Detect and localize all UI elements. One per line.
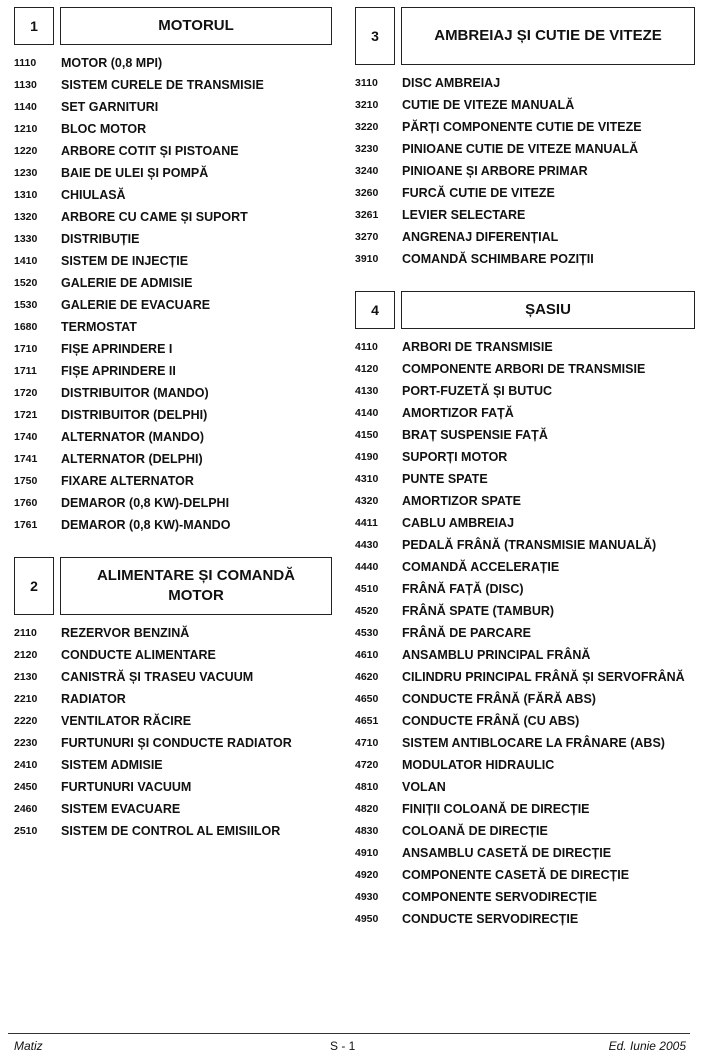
- item-code: 2450: [14, 780, 38, 793]
- list-item: [355, 845, 695, 863]
- list-item: [355, 449, 695, 467]
- list-item: [355, 647, 695, 665]
- item-label: RADIATOR: [61, 691, 126, 706]
- item-label: COMPONENTE CASETĂ DE DIRECȚIE: [402, 867, 630, 882]
- list-item: [355, 669, 695, 687]
- item-label: CONDUCTE FRÂNĂ (CU ABS): [402, 713, 580, 728]
- item-code: 1140: [14, 101, 37, 113]
- list-item: [355, 889, 695, 907]
- section-item-list: [355, 75, 695, 269]
- list-item: [14, 779, 332, 797]
- item-label: COMANDĂ SCHIMBARE POZIȚII: [402, 252, 594, 266]
- item-code: 1530: [14, 299, 38, 311]
- item-code: 2210: [14, 692, 38, 705]
- list-item: [355, 757, 695, 775]
- item-code: 1310: [14, 189, 38, 201]
- item-code: 2230: [14, 736, 38, 749]
- list-item: [14, 669, 332, 687]
- item-code: 3110: [355, 77, 378, 89]
- list-item: [355, 713, 695, 731]
- item-label: FRÂNĂ DE PARCARE: [402, 625, 531, 640]
- list-item: [355, 493, 695, 511]
- item-label: COLOANĂ DE DIRECȚIE: [402, 823, 548, 838]
- list-item: [14, 165, 332, 183]
- list-item: [355, 515, 695, 533]
- item-label: CUTIE DE VITEZE MANUALĂ: [402, 98, 575, 112]
- list-item: [355, 559, 695, 577]
- item-code: 2120: [14, 648, 38, 661]
- item-code: 1741: [14, 453, 38, 465]
- list-item: [355, 141, 695, 159]
- item-label: PINIOANE ȘI ARBORE PRIMAR: [402, 164, 588, 178]
- item-code: 3240: [355, 165, 379, 177]
- list-item: [355, 823, 695, 841]
- list-item: [355, 735, 695, 753]
- footer-edition: Ed. Iunie 2005: [608, 1039, 686, 1053]
- item-label: CILINDRU PRINCIPAL FRÂNĂ ȘI SERVOFRÂNĂ: [402, 669, 685, 684]
- list-item: [14, 625, 332, 643]
- item-code: 4310: [355, 472, 379, 485]
- item-code: 2220: [14, 714, 38, 727]
- item-code: 4651: [355, 714, 379, 727]
- list-item: [14, 517, 332, 535]
- list-item: [355, 405, 695, 423]
- section-header: [355, 291, 695, 329]
- list-item: [14, 319, 332, 337]
- list-item: [355, 97, 695, 115]
- item-code: 4190: [355, 450, 379, 463]
- list-item: [355, 427, 695, 445]
- item-label: FURCĂ CUTIE DE VITEZE: [402, 186, 555, 200]
- item-label: PĂRȚI COMPONENTE CUTIE DE VITEZE: [402, 120, 642, 134]
- item-code: 3270: [355, 231, 379, 243]
- item-label: REZERVOR BENZINĂ: [61, 625, 190, 640]
- list-item: [14, 275, 332, 293]
- item-label: VOLAN: [402, 779, 446, 794]
- list-item: [14, 407, 332, 425]
- list-item: [14, 209, 332, 227]
- item-code: 3220: [355, 121, 379, 133]
- list-item: [14, 735, 332, 753]
- item-code: 2410: [14, 758, 38, 771]
- list-item: [355, 119, 695, 137]
- item-label: FRÂNĂ FAȚĂ (DISC): [402, 581, 524, 596]
- item-code: 4950: [355, 912, 379, 925]
- list-item: [355, 229, 695, 247]
- item-code: 4510: [355, 582, 379, 595]
- list-item: [355, 779, 695, 797]
- item-label: ANSAMBLU PRINCIPAL FRÂNĂ: [402, 647, 591, 662]
- item-code: 3210: [355, 99, 379, 111]
- item-label: ANGRENAJ DIFERENȚIAL: [402, 230, 559, 244]
- left-column: [14, 7, 332, 845]
- list-item: [14, 341, 332, 359]
- item-code: 4920: [355, 868, 379, 881]
- item-code: 3230: [355, 143, 379, 155]
- list-item: [355, 361, 695, 379]
- item-label: DEMAROR (0,8 KW)-MANDO: [61, 518, 231, 532]
- section-number: 1: [14, 7, 54, 45]
- item-label: SISTEM ADMISIE: [61, 757, 163, 772]
- list-item: [355, 867, 695, 885]
- item-label: CANISTRĂ ȘI TRASEU VACUUM: [61, 669, 254, 684]
- section-header: [355, 7, 695, 65]
- item-code: 1710: [14, 343, 38, 355]
- item-label: SET GARNITURI: [61, 100, 159, 114]
- item-label: MODULATOR HIDRAULIC: [402, 757, 555, 772]
- section-item-list: [14, 55, 332, 535]
- item-label: SISTEM DE CONTROL AL EMISIILOR: [61, 823, 281, 838]
- item-code: 3261: [355, 209, 379, 221]
- item-label: PORT-FUZETĂ ȘI BUTUC: [402, 383, 552, 398]
- item-code: 4430: [355, 538, 379, 551]
- list-item: [14, 757, 332, 775]
- item-code: 4650: [355, 692, 379, 705]
- list-item: [355, 801, 695, 819]
- item-code: 1220: [14, 145, 38, 157]
- item-code: 4411: [355, 516, 378, 529]
- item-code: 1720: [14, 387, 38, 399]
- item-label: FINIȚII COLOANĂ DE DIRECȚIE: [402, 801, 590, 816]
- list-item: [355, 581, 695, 599]
- list-item: [355, 207, 695, 225]
- item-label: BRAȚ SUSPENSIE FAȚĂ: [402, 427, 548, 442]
- list-item: [14, 713, 332, 731]
- section-4: [355, 291, 695, 929]
- section-2: [14, 557, 332, 841]
- section-1: [14, 7, 332, 535]
- item-code: 1711: [14, 365, 37, 377]
- item-label: PUNTE SPATE: [402, 471, 488, 486]
- item-code: 4720: [355, 758, 379, 771]
- list-item: [355, 339, 695, 357]
- list-item: [14, 429, 332, 447]
- footer-divider: [8, 1033, 690, 1034]
- item-code: 2460: [14, 802, 38, 815]
- item-label: COMPONENTE ARBORI DE TRANSMISIE: [402, 361, 646, 376]
- list-item: [14, 55, 332, 73]
- item-code: 1520: [14, 277, 38, 289]
- item-label: CONDUCTE ALIMENTARE: [61, 647, 216, 662]
- item-code: 3910: [355, 253, 379, 265]
- footer-page-number: S - 1: [330, 1039, 356, 1053]
- item-label: COMANDĂ ACCELERAȚIE: [402, 559, 560, 574]
- item-code: 1761: [14, 519, 38, 531]
- list-item: [355, 537, 695, 555]
- section-header: [14, 7, 332, 45]
- item-label: ARBORI DE TRANSMISIE: [402, 339, 553, 354]
- list-item: [355, 471, 695, 489]
- list-item: [14, 297, 332, 315]
- item-label: ANSAMBLU CASETĂ DE DIRECȚIE: [402, 845, 612, 860]
- item-label: SISTEM EVACUARE: [61, 801, 181, 816]
- list-item: [355, 185, 695, 203]
- item-label: FIȘE APRINDERE I: [61, 342, 173, 356]
- item-code: 1130: [14, 79, 37, 91]
- item-label: CHIULASĂ: [61, 188, 126, 202]
- item-label: LEVIER SELECTARE: [402, 208, 526, 222]
- section-title: ȘASIU: [401, 291, 695, 329]
- item-label: SISTEM CURELE DE TRANSMISIE: [61, 78, 264, 92]
- section-title: ALIMENTARE ȘI COMANDĂ MOTOR: [60, 557, 332, 615]
- item-code: 1740: [14, 431, 38, 443]
- item-code: 2110: [14, 626, 37, 639]
- section-title: AMBREIAJ ȘI CUTIE DE VITEZE: [401, 7, 695, 65]
- item-label: VENTILATOR RĂCIRE: [61, 713, 192, 728]
- item-code: 1750: [14, 475, 38, 487]
- item-code: 4520: [355, 604, 379, 617]
- item-label: BLOC MOTOR: [61, 122, 147, 136]
- item-code: 4930: [355, 890, 379, 903]
- item-code: 3260: [355, 187, 379, 199]
- item-label: ARBORE CU CAME ȘI SUPORT: [61, 210, 248, 224]
- list-item: [14, 99, 332, 117]
- list-item: [355, 691, 695, 709]
- item-code: 4830: [355, 824, 379, 837]
- item-label: DEMAROR (0,8 KW)-DELPHI: [61, 496, 230, 510]
- item-code: 4110: [355, 340, 378, 353]
- list-item: [14, 253, 332, 271]
- item-label: GALERIE DE ADMISIE: [61, 276, 193, 290]
- item-code: 1680: [14, 321, 38, 333]
- item-code: 4140: [355, 406, 379, 419]
- list-item: [14, 121, 332, 139]
- item-code: 4120: [355, 362, 379, 375]
- item-code: 4530: [355, 626, 379, 639]
- item-label: PINIOANE CUTIE DE VITEZE MANUALĂ: [402, 142, 639, 156]
- item-code: 1110: [14, 57, 37, 69]
- item-label: SISTEM ANTIBLOCARE LA FRÂNARE (ABS): [402, 735, 665, 750]
- item-label: COMPONENTE SERVODIRECȚIE: [402, 889, 597, 904]
- item-label: MOTOR (0,8 MPI): [61, 56, 163, 70]
- right-column: [355, 7, 695, 933]
- item-label: AMORTIZOR FAȚĂ: [402, 405, 514, 420]
- item-code: 1760: [14, 497, 38, 509]
- item-label: DISTRIBUITOR (MANDO): [61, 386, 209, 400]
- item-label: DISTRIBUITOR (DELPHI): [61, 408, 208, 422]
- section-number: 4: [355, 291, 395, 329]
- item-label: FRÂNĂ SPATE (TAMBUR): [402, 603, 555, 618]
- item-label: FURTUNURI VACUUM: [61, 779, 192, 794]
- list-item: [14, 495, 332, 513]
- item-label: FURTUNURI ȘI CONDUCTE RADIATOR: [61, 735, 292, 750]
- item-code: 1320: [14, 211, 38, 223]
- footer-model: Matiz: [14, 1039, 43, 1053]
- list-item: [14, 231, 332, 249]
- list-item: [355, 251, 695, 269]
- item-code: 4620: [355, 670, 379, 683]
- item-code: 4820: [355, 802, 379, 815]
- item-code: 4710: [355, 736, 379, 749]
- item-code: 4130: [355, 384, 379, 397]
- section-item-list: [14, 625, 332, 841]
- item-code: 4810: [355, 780, 379, 793]
- list-item: [355, 625, 695, 643]
- item-label: TERMOSTAT: [61, 320, 137, 334]
- section-title: MOTORUL: [60, 7, 332, 45]
- list-item: [355, 911, 695, 929]
- section-header: [14, 557, 332, 615]
- item-label: DISC AMBREIAJ: [402, 76, 501, 90]
- section-3: [355, 7, 695, 269]
- section-number: 2: [14, 557, 54, 615]
- list-item: [355, 383, 695, 401]
- item-code: 1330: [14, 233, 38, 245]
- item-label: ARBORE COTIT ȘI PISTOANE: [61, 144, 239, 158]
- item-label: PEDALĂ FRÂNĂ (TRANSMISIE MANUALĂ): [402, 537, 657, 552]
- item-code: 4320: [355, 494, 379, 507]
- list-item: [14, 473, 332, 491]
- item-label: CABLU AMBREIAJ: [402, 515, 515, 530]
- section-number: 3: [355, 7, 395, 65]
- list-item: [14, 801, 332, 819]
- list-item: [355, 163, 695, 181]
- item-label: SUPORȚI MOTOR: [402, 449, 508, 464]
- section-item-list: [355, 339, 695, 929]
- list-item: [14, 77, 332, 95]
- item-label: ALTERNATOR (MANDO): [61, 430, 205, 444]
- item-code: 1410: [14, 255, 38, 267]
- list-item: [14, 187, 332, 205]
- item-code: 2510: [14, 824, 38, 837]
- item-label: GALERIE DE EVACUARE: [61, 298, 211, 312]
- item-code: 1210: [14, 123, 38, 135]
- item-code: 4610: [355, 648, 379, 661]
- item-code: 4910: [355, 846, 379, 859]
- item-label: AMORTIZOR SPATE: [402, 493, 521, 508]
- list-item: [14, 363, 332, 381]
- item-label: DISTRIBUȚIE: [61, 232, 140, 246]
- list-item: [355, 75, 695, 93]
- list-item: [14, 385, 332, 403]
- item-code: 1721: [14, 409, 38, 421]
- item-label: ALTERNATOR (DELPHI): [61, 452, 203, 466]
- item-label: CONDUCTE SERVODIRECȚIE: [402, 911, 579, 926]
- list-item: [14, 823, 332, 841]
- list-item: [14, 691, 332, 709]
- list-item: [14, 451, 332, 469]
- item-code: 4150: [355, 428, 379, 441]
- item-label: FIXARE ALTERNATOR: [61, 474, 194, 488]
- item-label: CONDUCTE FRÂNĂ (FĂRĂ ABS): [402, 691, 596, 706]
- list-item: [355, 603, 695, 621]
- item-code: 1230: [14, 167, 38, 179]
- item-code: 2130: [14, 670, 38, 683]
- item-code: 4440: [355, 560, 379, 573]
- item-label: BAIE DE ULEI ȘI POMPĂ: [61, 166, 209, 180]
- list-item: [14, 143, 332, 161]
- item-label: FIȘE APRINDERE II: [61, 364, 176, 378]
- list-item: [14, 647, 332, 665]
- item-label: SISTEM DE INJECȚIE: [61, 254, 189, 268]
